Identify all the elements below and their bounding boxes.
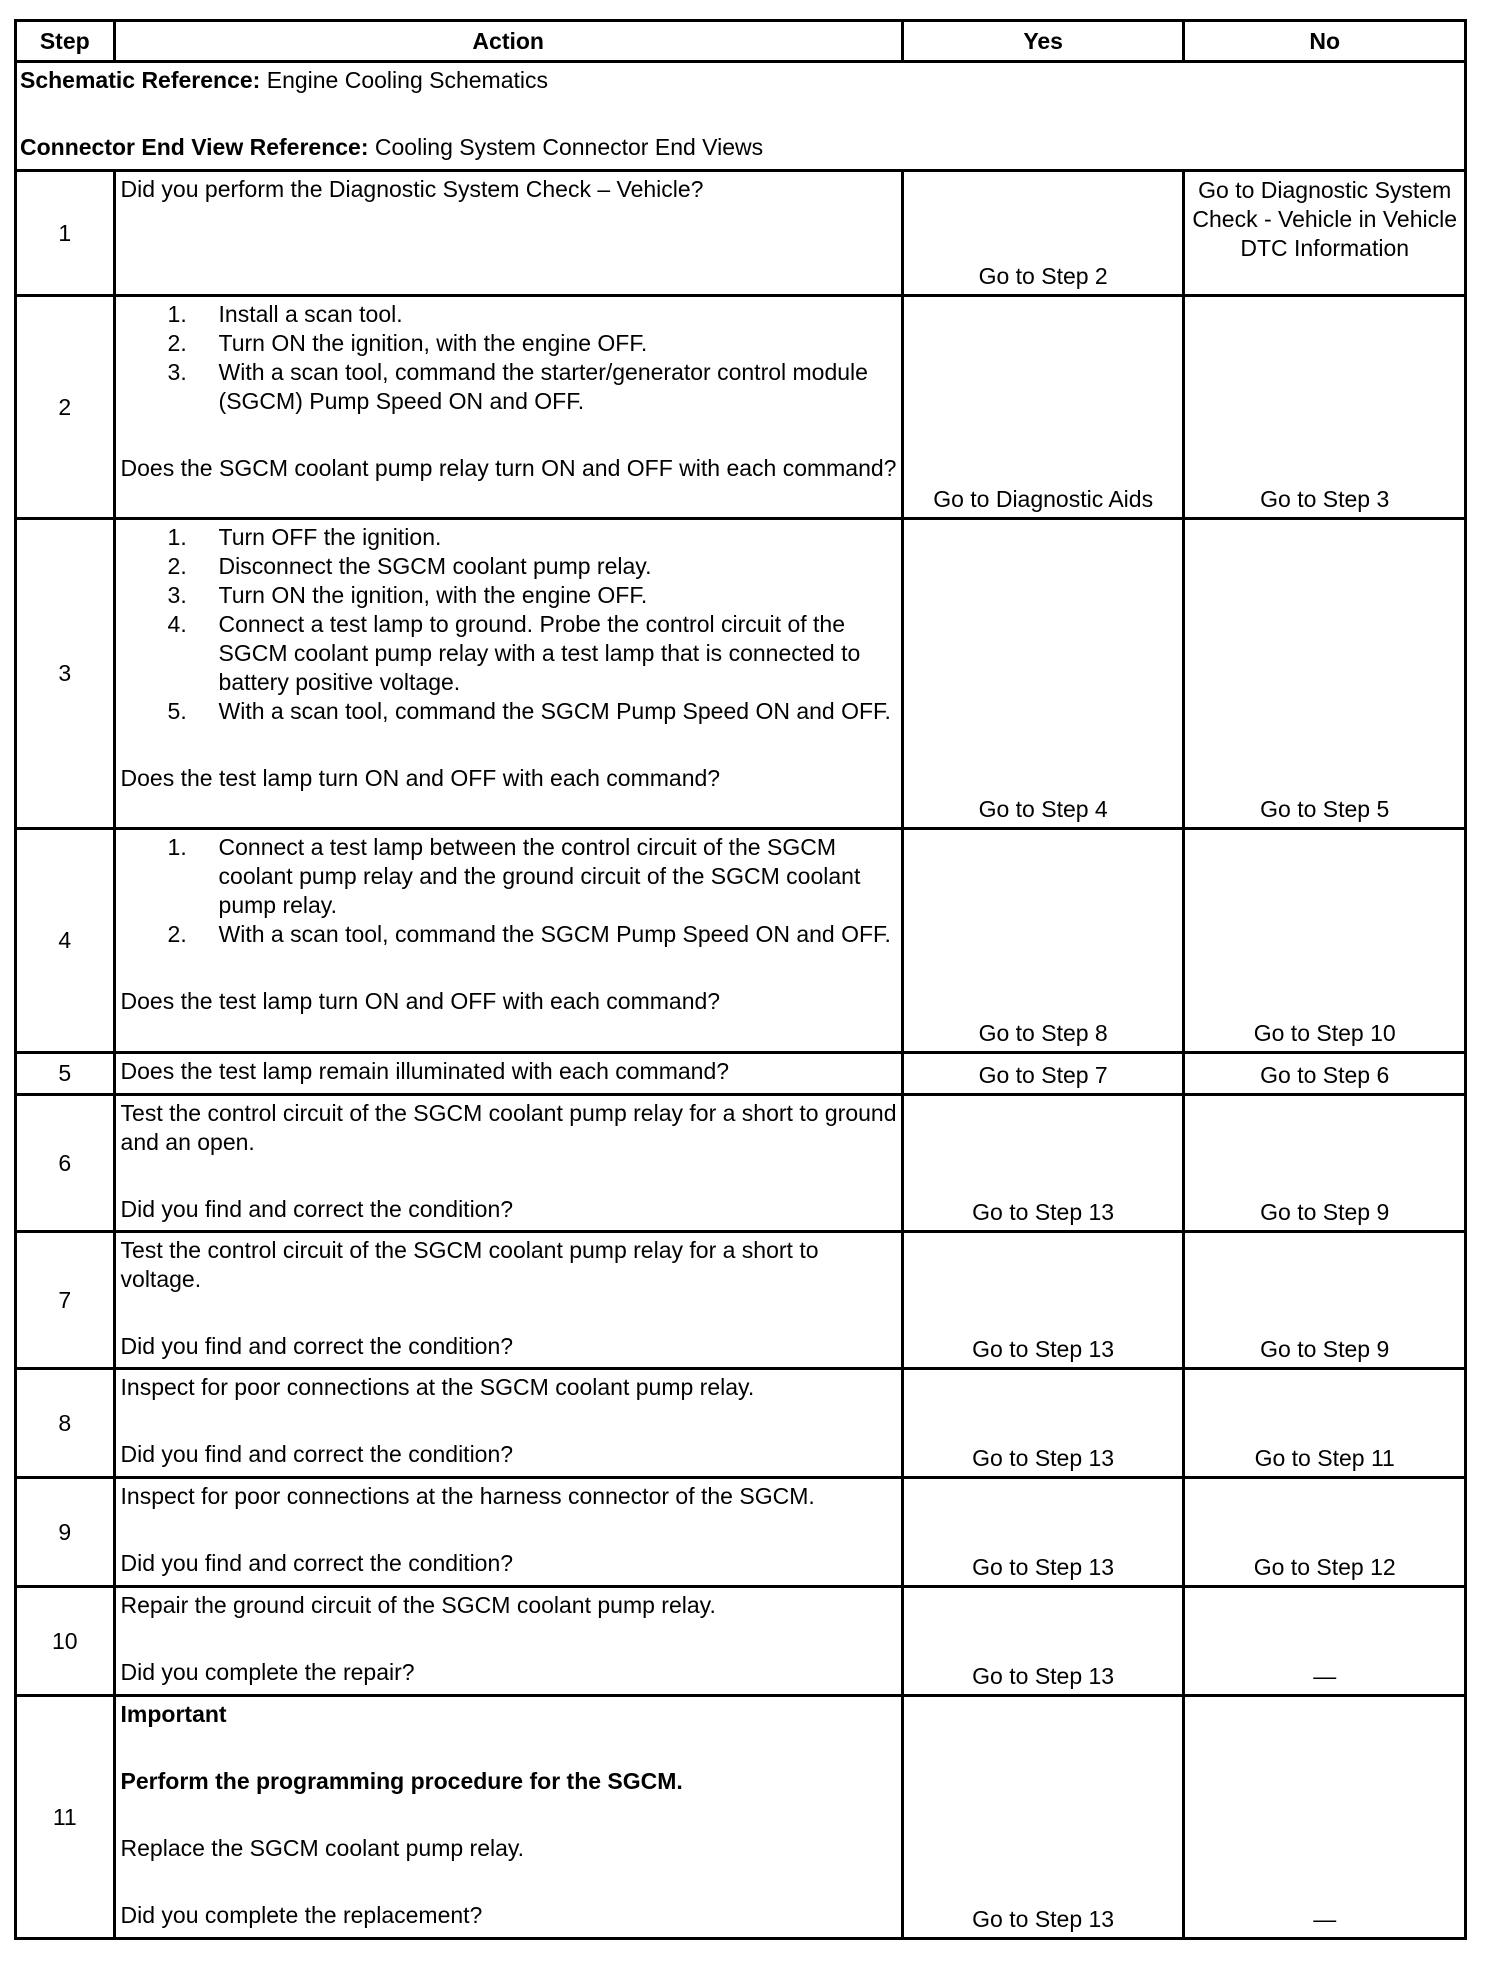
table-row [16,1095,1466,1232]
header-row [16,21,1466,62]
table-row [16,829,1466,1053]
list-item: 2. With a scan tool, command the SGCM Pump Speed ON and OFF. [167,921,891,947]
step-instruction: Repair the ground circuit of the SGCM coolant pump relay. [120,1592,716,1618]
list-item-text: Connect a test lamp to ground. Probe the control circuit of the SGCM coolant pump relay with a test lamp that is connected to battery positive voltage. [218,611,861,695]
no-result: — [1184,1587,1466,1696]
list-item-text: Turn OFF the ignition. [218,524,442,550]
step-action [114,1587,902,1696]
step-number: 10 [16,1587,115,1696]
no-result: Go to Step 11 [1184,1369,1466,1478]
step-action [114,1095,902,1232]
step-action [114,1369,902,1478]
table-row [16,519,1466,829]
step-instruction: Inspect for poor connections at the harness connector of the SGCM. [120,1483,815,1509]
instruction-list [121,300,897,416]
step-number: 8 [16,1369,115,1478]
list-item: 3. Turn ON the ignition, with the engine OFF. [167,582,648,608]
yes-result: Go to Step 13 [902,1369,1184,1478]
step-question: Did you find and correct the condition? [120,1196,514,1222]
step-action [114,829,902,1053]
yes-result: Go to Step 13 [902,1587,1184,1696]
step-question: Did you find and correct the condition? [120,1550,514,1576]
yes-result: Go to Step 8 [902,829,1184,1053]
list-item-text: With a scan tool, command the SGCM Pump Speed ON and OFF. [218,698,891,724]
table-row [16,1232,1466,1369]
schematic-reference-value: Engine Cooling Schematics [260,67,549,93]
yes-result: Go to Step 13 [902,1478,1184,1587]
step-action [114,1053,902,1095]
instruction-list [121,833,897,949]
step-instruction: Inspect for poor connections at the SGCM coolant pump relay. [120,1374,755,1400]
list-item: 3. With a scan tool, command the starter/generator control module (SGCM) Pump Speed ON and OFF. [167,359,868,414]
step-question: Did you complete the replacement? [120,1902,483,1928]
step-instruction: Replace the SGCM coolant pump relay. [120,1835,525,1861]
table-row [16,1587,1466,1696]
list-item-text: Install a scan tool. [218,301,403,327]
step-question: Does the test lamp remain illuminated with each command? [120,1058,730,1084]
important-text-content: Perform the programming procedure for the SGCM. [120,1768,683,1794]
step-number: 9 [16,1478,115,1587]
header-action: Action [114,21,902,62]
no-result: Go to Step 9 [1184,1232,1466,1369]
list-item: 2. Turn ON the ignition, with the engine OFF. [167,330,648,356]
yes-result: Go to Step 13 [902,1696,1184,1939]
step-question: Does the SGCM coolant pump relay turn ON and OFF with each command? [120,455,897,481]
list-item: 1. Connect a test lamp between the control circuit of the SGCM coolant pump relay and the ground circuit of the SGCM coolant pump relay. [167,834,861,918]
no-result: Go to Step 12 [1184,1478,1466,1587]
yes-result: Go to Step 7 [902,1053,1184,1095]
yes-result: Go to Step 4 [902,519,1184,829]
table-row [16,1369,1466,1478]
header-no: No [1184,21,1466,62]
reference-row [16,62,1466,171]
connector-reference [20,133,1460,162]
list-item: 1. Install a scan tool. [167,301,403,327]
yes-result: Go to Diagnostic Aids [902,296,1184,519]
step-question: Did you complete the repair? [120,1659,415,1685]
no-result: Go to Step 10 [1184,829,1466,1053]
list-item-text: Connect a test lamp between the control circuit of the SGCM coolant pump relay and the ground circuit of the SGCM coolant pump relay. [218,834,861,918]
list-item-text: Turn ON the ignition, with the engine OFF. [218,330,648,356]
step-number: 6 [16,1095,115,1232]
list-item: 5. With a scan tool, command the SGCM Pump Speed ON and OFF. [167,698,891,724]
schematic-reference [20,66,1460,95]
step-instruction: Test the control circuit of the SGCM coolant pump relay for a short to voltage. [120,1237,819,1292]
step-number: 11 [16,1696,115,1939]
step-action [114,1478,902,1587]
connector-reference-label: Connector End View Reference: [20,134,369,160]
reference-cell [16,62,1466,171]
step-question: Does the test lamp turn ON and OFF with each command? [120,765,721,791]
step-action [114,296,902,519]
list-item-text: Turn ON the ignition, with the engine OFF. [218,582,648,608]
step-action [114,519,902,829]
important-label-text: Important [120,1701,227,1727]
list-item: 1. Turn OFF the ignition. [167,524,442,550]
step-instruction: Test the control circuit of the SGCM coolant pump relay for a short to ground and an open. [120,1100,897,1155]
step-number: 1 [16,171,115,296]
table-row [16,171,1466,296]
instruction-list [121,523,897,726]
table-row [16,296,1466,519]
connector-reference-value: Cooling System Connector End Views [368,134,764,160]
diagnostic-table [14,19,1467,1940]
no-result: Go to Step 6 [1184,1053,1466,1095]
no-result: Go to Step 9 [1184,1095,1466,1232]
table-row [16,1696,1466,1939]
yes-result: Go to Step 13 [902,1095,1184,1232]
step-question: Did you find and correct the condition? [120,1333,514,1359]
step-question: Does the test lamp turn ON and OFF with each command? [120,988,721,1014]
header-yes: Yes [902,21,1184,62]
step-action [114,1696,902,1939]
step-number: 7 [16,1232,115,1369]
list-item: 2. Disconnect the SGCM coolant pump relay. [167,553,652,579]
step-action [114,171,902,296]
step-question: Did you perform the Diagnostic System Check – Vehicle? [120,176,704,202]
step-number: 3 [16,519,115,829]
no-result: Go to Step 5 [1184,519,1466,829]
step-number: 4 [16,829,115,1053]
no-result: — [1184,1696,1466,1939]
list-item-text: With a scan tool, command the SGCM Pump Speed ON and OFF. [218,921,891,947]
important-label [121,1700,897,1729]
no-result: Go to Step 3 [1184,296,1466,519]
step-number: 2 [16,296,115,519]
step-action [114,1232,902,1369]
table-row [16,1053,1466,1095]
yes-result: Go to Step 2 [902,171,1184,296]
list-item-text: With a scan tool, command the starter/generator control module (SGCM) Pump Speed ON and OFF. [218,359,868,414]
list-item: 4. Connect a test lamp to ground. Probe the control circuit of the SGCM coolant pump relay with a test lamp that is connected to battery positive voltage. [167,611,861,695]
yes-result: Go to Step 13 [902,1232,1184,1369]
step-question: Did you find and correct the condition? [120,1441,514,1467]
list-item-text: Disconnect the SGCM coolant pump relay. [218,553,652,579]
important-text [121,1767,897,1796]
no-result: Go to Diagnostic System Check - Vehicle in Vehicle DTC Information [1184,171,1466,296]
schematic-reference-label: Schematic Reference: [20,67,261,93]
header-step: Step [16,21,115,62]
step-number: 5 [16,1053,115,1095]
table-row [16,1478,1466,1587]
